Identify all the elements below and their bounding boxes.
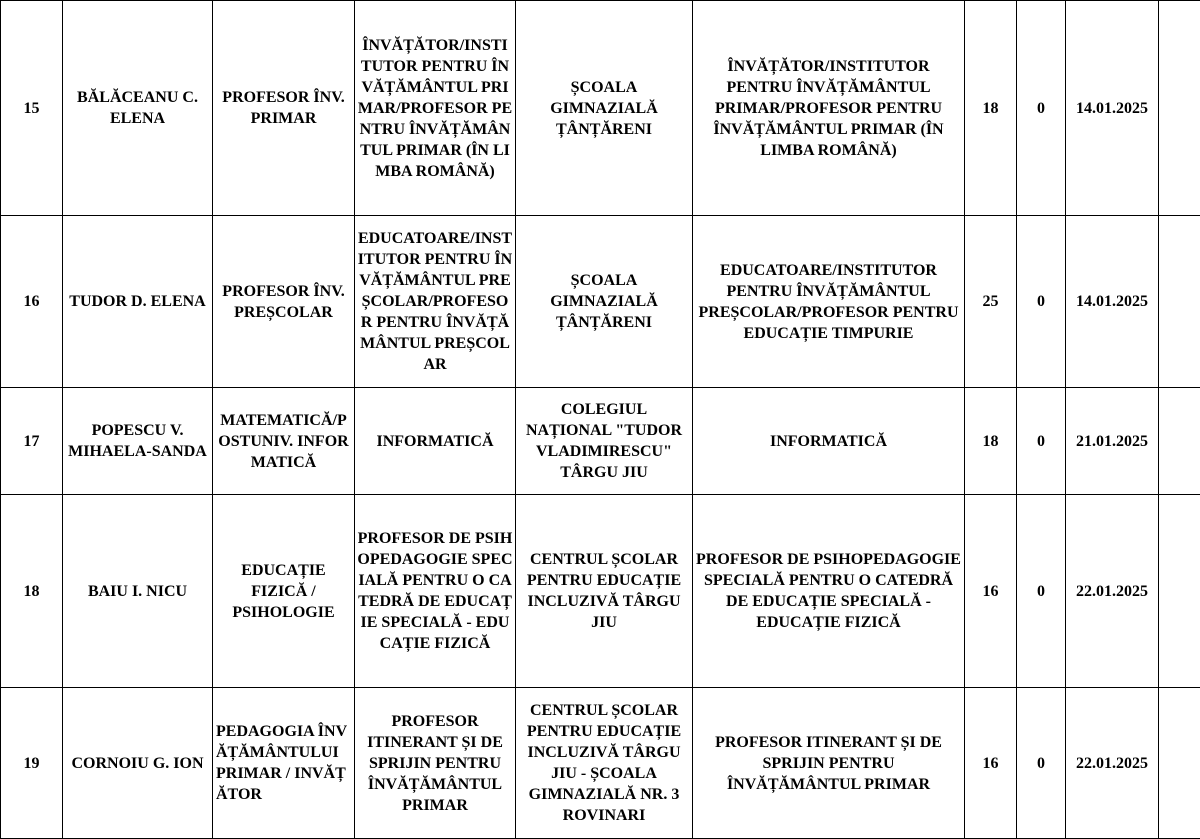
school-name: CENTRUL ȘCOLAR PENTRU EDUCAȚIE INCLUZIVĂ TÂRGU JIU - ȘCOALA GIMNAZIALĂ NR. 3 ROVINARI [516, 688, 693, 839]
specialization: PEDAGOGIA ÎNVĂȚĂMÂNTULUI PRIMAR / INVĂȚĂTOR [213, 688, 355, 839]
school-name: ȘCOALA GIMNAZIALĂ ȚÂNȚĂRENI [516, 216, 693, 388]
row-number: 16 [1, 216, 63, 388]
zero-value: 0 [1017, 688, 1066, 839]
post-detail: PROFESOR ITINERANT ȘI DE SPRIJIN PENTRU ÎNVĂȚĂMÂNTUL PRIMAR [693, 688, 965, 839]
date: 14.01.2025 [1066, 216, 1159, 388]
hours: 25 [965, 216, 1017, 388]
specialization: EDUCAȚIE FIZICĂ / PSIHOLOGIE [213, 495, 355, 688]
hours: 16 [965, 495, 1017, 688]
post-detail: EDUCATOARE/INSTITUTOR PENTRU ÎNVĂȚĂMÂNTUL PREȘCOLAR/PROFESOR PENTRU EDUCAȚIE TIMPURIE [693, 216, 965, 388]
hours: 16 [965, 688, 1017, 839]
table-row [1, 1, 1200, 216]
specialization: PROFESOR ÎNV. PREȘCOLAR [213, 216, 355, 388]
table-row [1, 688, 1200, 839]
post-detail: ÎNVĂȚĂTOR/INSTITUTOR PENTRU ÎNVĂȚĂMÂNTUL PRIMAR/PROFESOR PENTRU ÎNVĂȚĂMÂNTUL PRIMAR (ÎN LIMBA ROMÂNĂ) [693, 1, 965, 216]
teacher-name: BAIU I. NICU [63, 495, 213, 688]
row-number: 19 [1, 688, 63, 839]
row-number: 15 [1, 1, 63, 216]
row-number: 17 [1, 388, 63, 495]
school-name: COLEGIUL NAȚIONAL "TUDOR VLADIMIRESCU" TÂRGU JIU [516, 388, 693, 495]
hours: 18 [965, 388, 1017, 495]
post-title: PROFESOR DE PSIHOPEDAGOGIE SPECIALĂ PENTRU O CATEDRĂ DE EDUCAȚIE SPECIALĂ - EDUCAȚIE FIZICĂ [355, 495, 516, 688]
school-name: CENTRUL ȘCOLAR PENTRU EDUCAȚIE INCLUZIVĂ TÂRGU JIU [516, 495, 693, 688]
empty-cell [1159, 388, 1200, 495]
post-title: EDUCATOARE/INSTITUTOR PENTRU ÎNVĂȚĂMÂNTUL PREȘCOLAR/PROFESOR PENTRU ÎNVĂȚĂMÂNTUL PREȘCOLAR [355, 216, 516, 388]
post-detail: PROFESOR DE PSIHOPEDAGOGIE SPECIALĂ PENTRU O CATEDRĂ DE EDUCAȚIE SPECIALĂ - EDUCAȚIE FIZICĂ [693, 495, 965, 688]
teacher-name: CORNOIU G. ION [63, 688, 213, 839]
post-title: ÎNVĂȚĂTOR/INSTITUTOR PENTRU ÎNVĂȚĂMÂNTUL PRIMAR/PROFESOR PENTRU ÎNVĂȚĂMÂNTUL PRIMAR (ÎN LIMBA ROMÂNĂ) [355, 1, 516, 216]
teacher-name: TUDOR D. ELENA [63, 216, 213, 388]
row-number: 18 [1, 495, 63, 688]
empty-cell [1159, 216, 1200, 388]
zero-value: 0 [1017, 1, 1066, 216]
date: 14.01.2025 [1066, 1, 1159, 216]
date: 22.01.2025 [1066, 688, 1159, 839]
zero-value: 0 [1017, 495, 1066, 688]
hours: 18 [965, 1, 1017, 216]
table-row [1, 216, 1200, 388]
post-title: INFORMATICĂ [355, 388, 516, 495]
zero-value: 0 [1017, 216, 1066, 388]
school-name: ȘCOALA GIMNAZIALĂ ȚÂNȚĂRENI [516, 1, 693, 216]
empty-cell [1159, 1, 1200, 216]
specialization: PROFESOR ÎNV. PRIMAR [213, 1, 355, 216]
date: 21.01.2025 [1066, 388, 1159, 495]
table-row [1, 495, 1200, 688]
teacher-name: POPESCU V. MIHAELA-SANDA [63, 388, 213, 495]
zero-value: 0 [1017, 388, 1066, 495]
empty-cell [1159, 495, 1200, 688]
specialization: MATEMATICĂ/POSTUNIV. INFORMATICĂ [213, 388, 355, 495]
post-detail: INFORMATICĂ [693, 388, 965, 495]
date: 22.01.2025 [1066, 495, 1159, 688]
teacher-name: BĂLĂCEANU C. ELENA [63, 1, 213, 216]
empty-cell [1159, 688, 1200, 839]
table-row [1, 388, 1200, 495]
post-title: PROFESOR ITINERANT ȘI DE SPRIJIN PENTRU ÎNVĂȚĂMÂNTUL PRIMAR [355, 688, 516, 839]
